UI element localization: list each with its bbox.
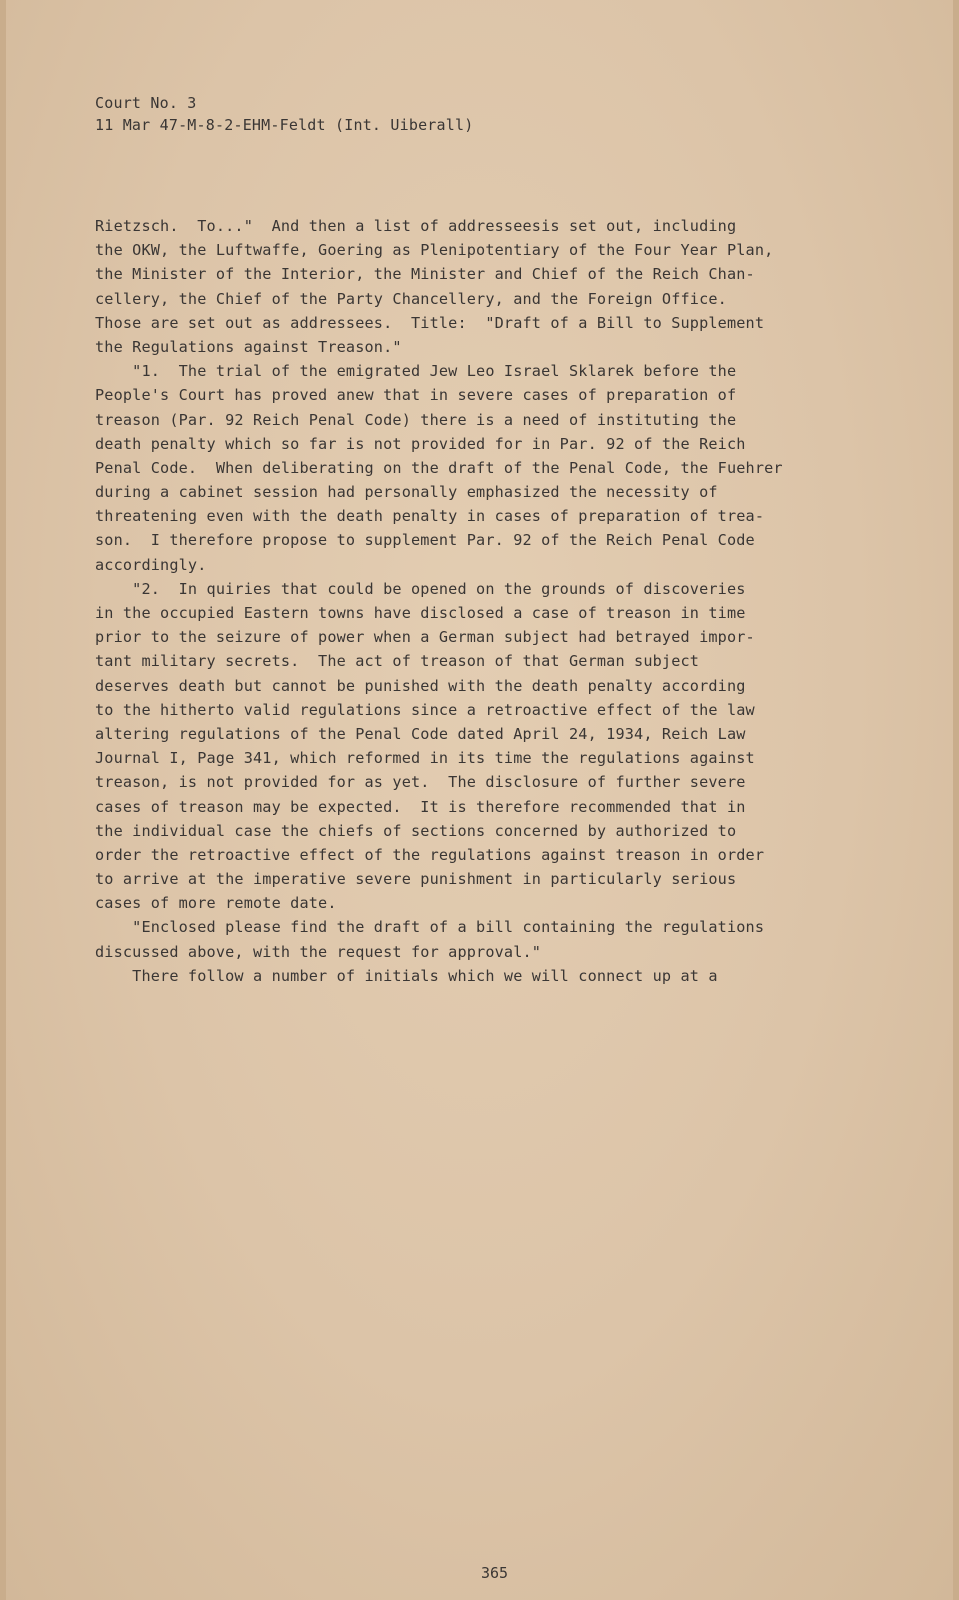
text-line: "2. In quiries that could be opened on the grounds of discoveries bbox=[95, 579, 746, 598]
text-line: altering regulations of the Penal Code dated April 24, 1934, Reich Law bbox=[95, 724, 746, 743]
text-line: deserves death but cannot be punished with the death penalty according bbox=[95, 676, 746, 695]
text-line: threatening even with the death penalty in cases of preparation of trea- bbox=[95, 507, 765, 526]
text-line: Journal I, Page 341, which reformed in its time the regulations against bbox=[95, 749, 755, 768]
text-line: order the retroactive effect of the regulations against treason in order bbox=[95, 845, 765, 864]
text-line: to arrive at the imperative severe punishment in particularly serious bbox=[95, 870, 737, 889]
text-line: the OKW, the Luftwaffe, Goering as Plenipotentiary of the Four Year Plan, bbox=[95, 241, 774, 260]
paper-edge-right bbox=[953, 0, 959, 1600]
court-number: Court No. 3 bbox=[95, 94, 197, 112]
paper-edge-left bbox=[0, 0, 6, 1600]
text-line: prior to the seizure of power when a German subject had betrayed impor- bbox=[95, 628, 755, 647]
page-number: 365 bbox=[480, 1564, 509, 1582]
text-line: the Minister of the Interior, the Minister and Chief of the Reich Chan- bbox=[95, 265, 755, 284]
text-line: treason, is not provided for as yet. The disclosure of further severe bbox=[95, 773, 746, 792]
text-line: the individual case the chiefs of sections concerned by authorized to bbox=[95, 821, 737, 840]
text-line: cases of treason may be expected. It is therefore recommended that in bbox=[95, 797, 746, 816]
text-line: Penal Code. When deliberating on the draft of the Penal Code, the Fuehrer bbox=[95, 458, 783, 477]
text-line: tant military secrets. The act of treason of that German subject bbox=[95, 652, 700, 671]
text-line: to the hitherto valid regulations since a retroactive effect of the law bbox=[95, 700, 755, 719]
text-line: People's Court has proved anew that in severe cases of preparation of bbox=[95, 386, 737, 405]
text-line: the Regulations against Treason." bbox=[95, 337, 402, 356]
text-line: in the occupied Eastern towns have disclosed a case of treason in time bbox=[95, 604, 746, 622]
text-line: Those are set out as addressees. Title: "Draft of a Bill to Supplement bbox=[95, 313, 765, 332]
text-line: discussed above, with the request for approval." bbox=[95, 942, 542, 961]
text-line: Rietzsch. To..." And then a list of addresseesis set out, including bbox=[95, 217, 737, 235]
text-line: There follow a number of initials which we will connect up at a bbox=[95, 966, 718, 985]
text-line: "1. The trial of the emigrated Jew Leo Israel Sklarek before the bbox=[95, 362, 737, 381]
text-line: cellery, the Chief of the Party Chancellery, and the Foreign Office. bbox=[95, 289, 727, 308]
text-line: "Enclosed please find the draft of a bill containing the regulations bbox=[95, 918, 765, 937]
session-reference: 11 Mar 47-M-8-2-EHM-Feldt (Int. Uiberall) bbox=[95, 116, 474, 134]
text-line: death penalty which so far is not provided for in Par. 92 of the Reich bbox=[95, 434, 746, 453]
text-line: during a cabinet session had personally emphasized the necessity of bbox=[95, 483, 718, 502]
document-header bbox=[95, 92, 473, 136]
text-line: son. I therefore propose to supplement Par. 92 of the Reich Penal Code bbox=[95, 531, 755, 550]
transcript-body bbox=[95, 214, 895, 988]
text-line: treason (Par. 92 Reich Penal Code) there is a need of instituting the bbox=[95, 410, 737, 429]
text-line: accordingly. bbox=[95, 555, 207, 574]
text-line: cases of more remote date. bbox=[95, 894, 337, 913]
